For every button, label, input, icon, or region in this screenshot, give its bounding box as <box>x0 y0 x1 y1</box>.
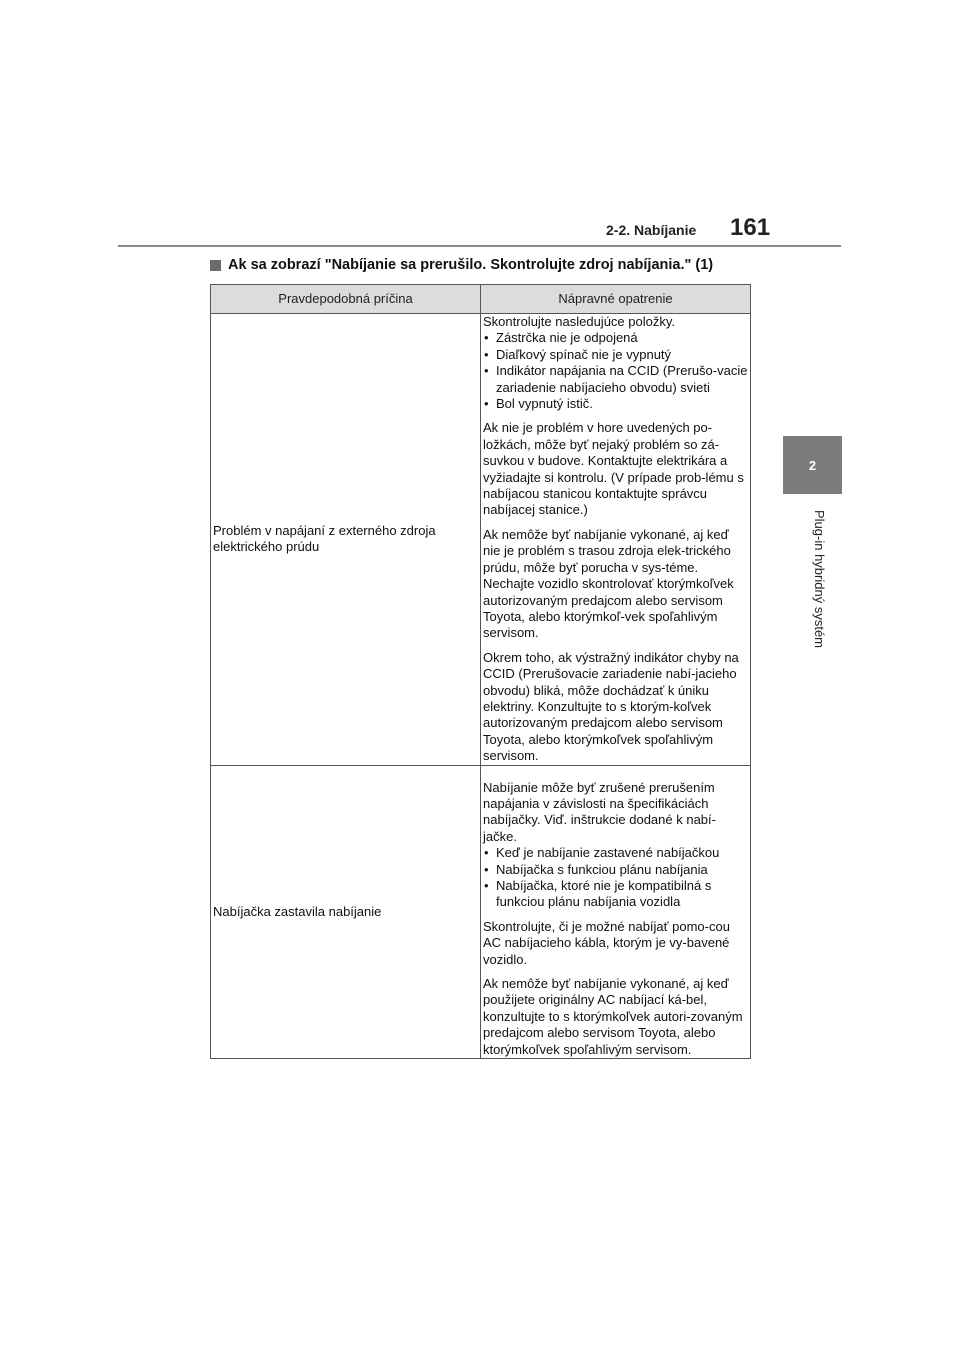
troubleshooting-table <box>210 284 751 1059</box>
section-heading-text: Ak sa zobrazí "Nabíjanie sa prerušilo. Skontrolujte zdroj nabíjania." (1) <box>228 257 714 273</box>
list-item: • Zástrčka nie je odpojená <box>483 330 748 346</box>
remedy-paragraph: Ak nemôže byť nabíjanie vykonané, aj keď použijete originálny AC nabíjací ká-bel, konzultujte to s ktorýmkoľvek autori-zovaným predajcom alebo servisom Toyota, alebo ktorýmkoľvek spoľahlivým servisom. <box>483 976 743 1057</box>
remedy-intro: Nabíjanie môže byť zrušené prerušením napájania v závislosti na špecifikáciách nabíjačky. Viď. inštrukcie dodané k nabí-jačke. <box>483 779 716 844</box>
section-heading <box>210 257 713 273</box>
list-item: • Nabíjačka, ktoré nie je kompatibilná s funkciou plánu nabíjania vozidla <box>483 878 748 911</box>
header-section-title: 2-2. Nabíjanie <box>606 222 697 238</box>
remedy-cell <box>481 765 751 1059</box>
remedy-paragraph: Ak nemôže byť nabíjanie vykonané, aj keď nie je problém s trasou zdroja elek-trického prúdu, môže byť porucha v sys-téme. Nechajte vozidlo skontrolovať ktorýmkoľvek autorizovaným predajcom alebo servisom Toyota, alebo ktorýmkoľ-vek spoľahlivým servisom. <box>483 526 734 641</box>
column-header-cause: Pravdepodobná príčina <box>211 285 481 314</box>
remedy-cell <box>481 314 751 766</box>
chapter-label: Plug-in hybridný systém <box>812 510 827 648</box>
remedy-paragraph: Ak nie je problém v hore uvedených po-ložkách, môže byť nejaký problém so zá-suvkou v budove. Kontaktujte elektrikára a vyžiadajte si kontrolu. (V prípade prob-lému s nabíjacou stanicou kontaktujte správcu nabíjacej stanice.) <box>483 420 744 518</box>
list-item: • Nabíjačka s funkciou plánu nabíjania <box>483 862 748 878</box>
remedy-intro: Skontrolujte nasledujúce položky. <box>483 314 675 329</box>
remedy-paragraph: Okrem toho, ak výstražný indikátor chyby na CCID (Prerušovacie zariadenie nabí-jacieho obvodu) bliká, môže dochádzať k úniku elektriny. Konzultujte to s ktorým-koľvek autorizovaným predajcom alebo servisom Toyota, alebo ktorýmkoľvek spoľahlivým servisom. <box>483 649 739 764</box>
list-item: • Bol vypnutý istič. <box>483 396 748 412</box>
table-row <box>211 765 751 1059</box>
header-divider <box>118 245 841 247</box>
column-header-remedy: Nápravné opatrenie <box>481 285 751 314</box>
chapter-tab <box>783 436 842 494</box>
cause-cell: Problém v napájaní z externého zdroja elektrického prúdu <box>211 314 481 766</box>
cause-cell: Nabíjačka zastavila nabíjanie <box>211 765 481 1059</box>
table-header-row <box>211 285 751 314</box>
remedy-checklist <box>483 845 748 911</box>
table-row <box>211 314 751 766</box>
list-item: • Indikátor napájania na CCID (Prerušo-vacie zariadenie nabíjacieho obvodu) svieti <box>483 363 748 396</box>
remedy-paragraph: Skontrolujte, či je možné nabíjať pomo-cou AC nabíjacieho kábla, ktorým je vy-bavené vozidlo. <box>483 918 730 967</box>
list-item: • Keď je nabíjanie zastavené nabíjačkou <box>483 845 748 861</box>
page-number: 161 <box>730 214 771 241</box>
list-item: • Diaľkový spínač nie je vypnutý <box>483 347 748 363</box>
chapter-number: 2 <box>808 457 817 473</box>
remedy-checklist <box>483 330 748 412</box>
square-bullet-icon <box>210 260 221 271</box>
